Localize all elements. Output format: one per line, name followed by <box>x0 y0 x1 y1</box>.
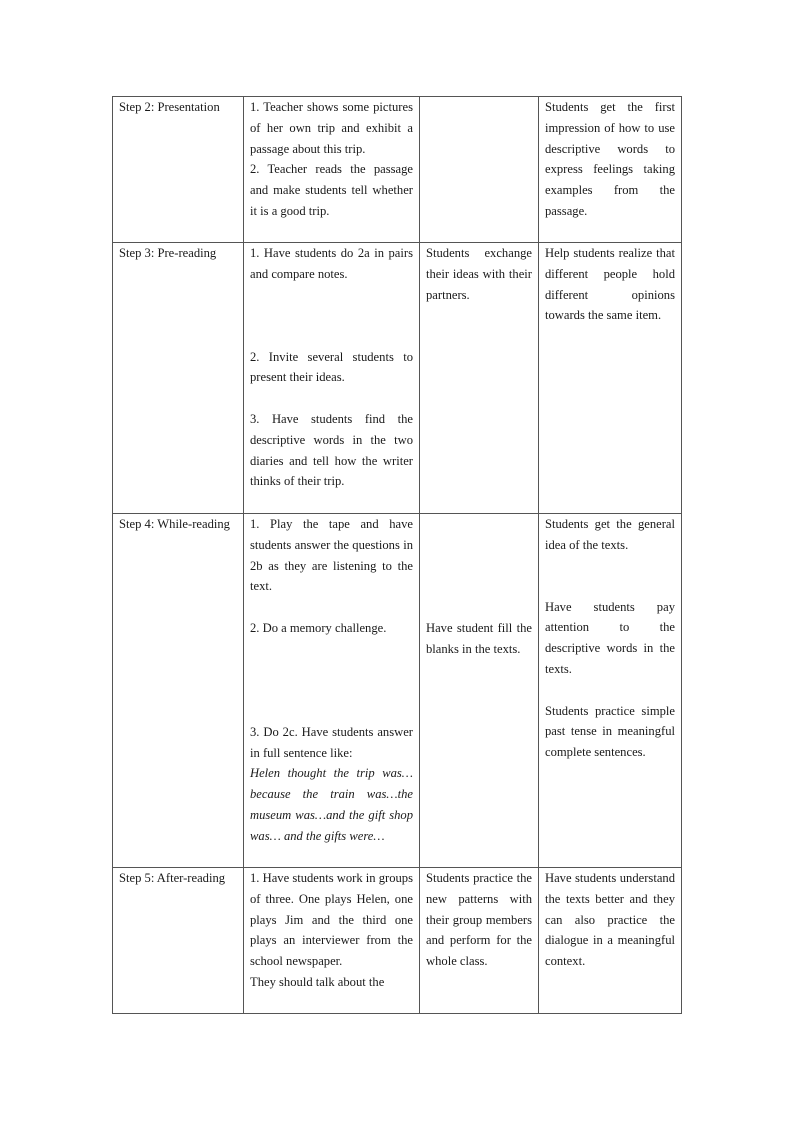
purpose-text: Have students pay attention to the descriptive words in the texts. <box>545 599 675 676</box>
step-cell <box>113 514 244 868</box>
students-text: Students exchange their ideas with their partners. <box>426 246 532 302</box>
activity-text: 2. Teacher reads the passage and make students tell whether it is a good trip. <box>250 162 413 218</box>
students-text: Have student fill the blanks in the texts. <box>426 621 532 656</box>
purpose-text: Students get the first impression of how to use descriptive words to express feelings taking examples from the passage. <box>545 100 675 218</box>
activity-cell <box>244 868 420 1014</box>
step-label: Step 4: While-reading <box>119 517 230 531</box>
lesson-plan-table <box>112 96 682 1014</box>
activity-cell <box>244 243 420 514</box>
step-cell <box>113 243 244 514</box>
students-cell <box>420 868 539 1014</box>
activity-text: 2. Do a memory challenge. <box>250 620 387 635</box>
students-text: Students practice the new patterns with their group members and perform for the whole class. <box>426 871 532 969</box>
students-cell <box>420 514 539 868</box>
activity-text: 2. Invite several students to present their ideas. <box>250 349 413 385</box>
purpose-text: Have students understand the texts better and they can also practice the dialogue in a meaningful context. <box>545 871 675 969</box>
step-label: Step 2: Presentation <box>119 100 220 114</box>
table-row <box>113 97 682 243</box>
example-sentence: Helen thought the trip was…because the train was…the museum was…and the gift shop was… and the gifts were… <box>250 766 413 843</box>
activity-cell <box>244 514 420 868</box>
activity-cell <box>244 97 420 243</box>
step-label: Step 5: After-reading <box>119 871 226 885</box>
purpose-cell <box>539 97 682 243</box>
activity-text: 1. Have students work in groups of three. One plays Helen, one plays Jim and the third one plays an interviewer from the school newspaper. <box>250 871 413 969</box>
activity-text: 3. Do 2c. Have students answer in full sentence like: <box>250 724 413 760</box>
students-cell <box>420 243 539 514</box>
table-row <box>113 514 682 868</box>
purpose-cell <box>539 868 682 1014</box>
purpose-text: Help students realize that different people hold different opinions towards the same item. <box>545 246 675 323</box>
activity-text: 1. Have students do 2a in pairs and compare notes. <box>250 246 413 281</box>
purpose-cell <box>539 243 682 514</box>
table-row <box>113 243 682 514</box>
step-label: Step 3: Pre-reading <box>119 246 217 260</box>
students-cell <box>420 97 539 243</box>
purpose-cell <box>539 514 682 868</box>
purpose-text: Students get the general idea of the texts. <box>545 517 675 552</box>
activity-text: They should talk about the <box>250 974 385 989</box>
table-row <box>113 868 682 1014</box>
step-cell <box>113 868 244 1014</box>
step-cell <box>113 97 244 243</box>
activity-text: 1. Teacher shows some pictures of her own trip and exhibit a passage about this trip. <box>250 100 413 156</box>
activity-text: 1. Play the tape and have students answer the questions in 2b as they are listening to the text. <box>250 517 413 594</box>
purpose-text: Students practice simple past tense in meaningful complete sentences. <box>545 703 675 760</box>
activity-text: 3. Have students find the descriptive words in the two diaries and tell how the writer thinks of their trip. <box>250 411 413 489</box>
